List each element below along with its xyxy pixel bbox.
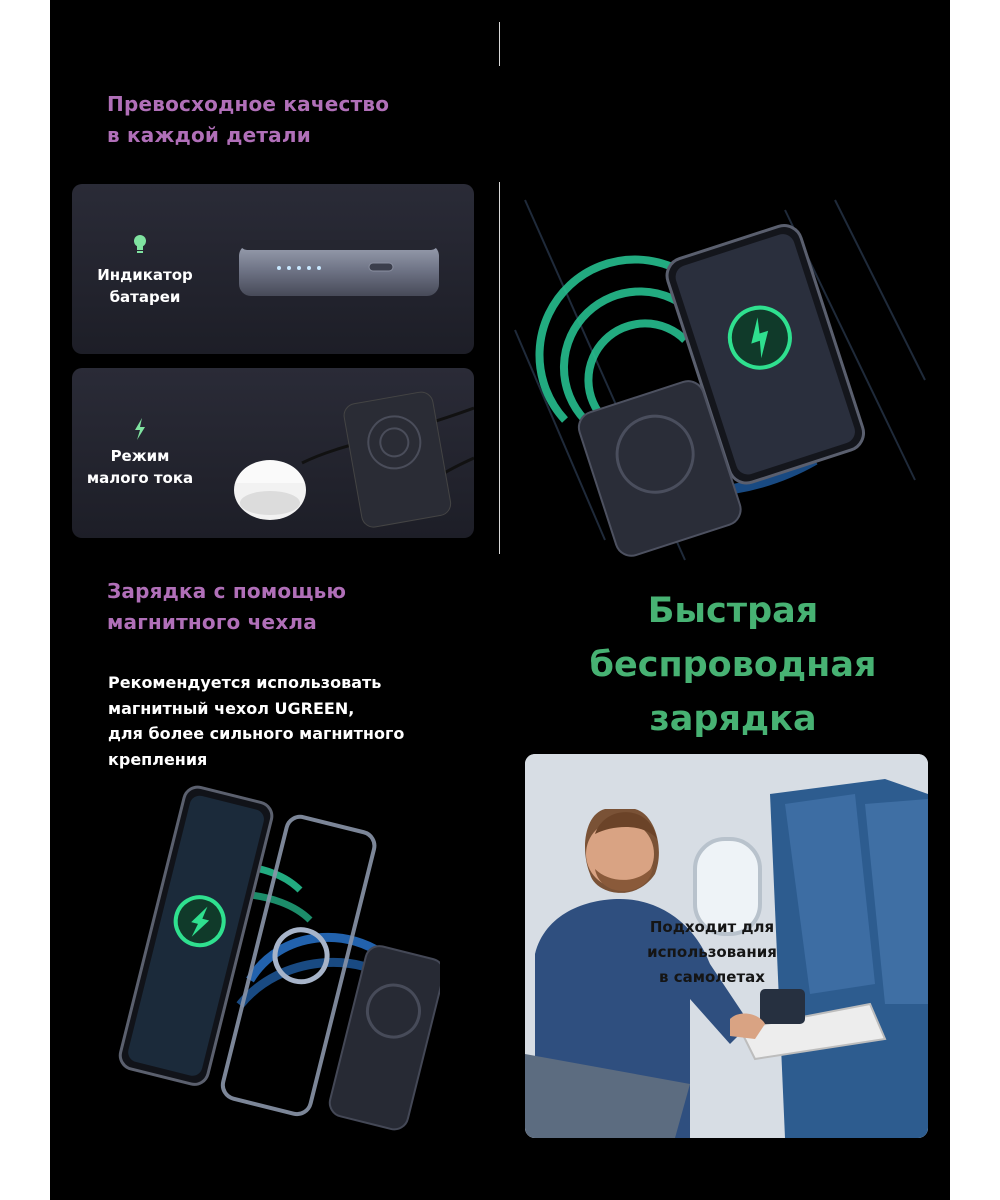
airplane-photo-card	[525, 754, 928, 1138]
battery-indicator-label: Индикатор батареи	[97, 266, 193, 306]
middle-divider	[499, 182, 500, 554]
quality-headline: Превосходное качество в каждой детали	[107, 92, 390, 147]
fast-wireless-title: Быстрая беспроводная зарядка	[589, 591, 877, 739]
airplane-caption: Подходит для использования в самолетах	[647, 918, 777, 986]
battery-indicator-card	[72, 184, 474, 354]
case-recommendation-text: Рекомендуется использовать магнитный чехол UGREEN, для более сильного магнитного крепления	[108, 673, 405, 769]
product-poster	[50, 0, 950, 1200]
lightbulb-icon	[132, 234, 148, 256]
case-headline: Зарядка с помощью магнитного чехла	[107, 579, 347, 634]
low-current-label: Режим малого тока	[86, 447, 194, 487]
low-current-card	[72, 368, 474, 538]
earbuds-charging-image	[222, 378, 474, 538]
wireless-charging-scene-image	[505, 180, 935, 570]
top-divider	[499, 22, 500, 66]
lightning-icon	[133, 418, 147, 440]
magnetic-case-image	[100, 780, 440, 1145]
power-bank-side-image	[237, 238, 442, 300]
